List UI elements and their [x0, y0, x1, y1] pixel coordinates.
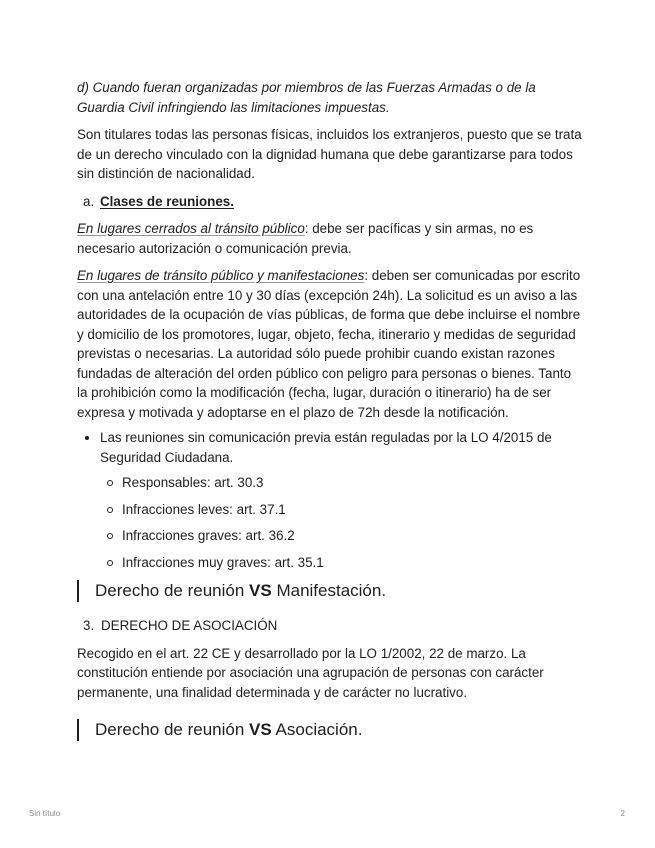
- transito-label: En lugares de tránsito público y manifestaciones: [77, 268, 365, 283]
- asociacion-paragraph: Recogido en el art. 22 CE y desarrollado por la LO 1/2002, 22 de marzo. La constitución entiende por asociación una agrupación de personas con carácter permanente, una finalidad determinada y de carácter no lucrativo.: [77, 645, 544, 700]
- quote-reunion-manifestacion: [77, 580, 582, 602]
- document-body: [77, 78, 582, 741]
- cerrados-text: : debe ser pacíficas y sin armas, no es necesario autorización o comunicación previa.: [77, 221, 534, 256]
- section-3-marker: 3.: [83, 618, 95, 633]
- cerrados-label: En lugares cerrados al tránsito público: [77, 221, 305, 236]
- section-3-heading: [77, 616, 582, 636]
- quote-reunion-asociacion: [77, 719, 582, 741]
- sub-list-item: Infracciones leves: art. 37.1: [100, 500, 582, 520]
- section-a-heading: [77, 192, 582, 212]
- sub-list-item: Infracciones graves: art. 36.2: [100, 526, 582, 546]
- sub-list-item: Responsables: art. 30.3: [100, 473, 582, 493]
- section-3-title: DERECHO DE ASOCIACIÓN: [101, 618, 278, 633]
- bullet-main-text: Las reuniones sin comunicación previa están reguladas por la LO 4/2015 de Seguridad Ciudadana.: [100, 430, 552, 465]
- section-a-marker: a.: [83, 193, 95, 209]
- section-a-title: Clases de reuniones.: [100, 193, 234, 209]
- cerrados-paragraph: [77, 219, 582, 258]
- sub-list-item: Infracciones muy graves: art. 35.1: [100, 553, 582, 573]
- quote-text: Manifestación.: [271, 581, 387, 600]
- transito-text: : deben ser comunicadas por escrito con una antelación entre 10 y 30 días (excepción 24h). La solicitud es un aviso a las autoridades de la ocupación de vías públicas, de forma que debe incluirse el nombre y domicilio de los promotores, lugar, objeto, fecha, itinerario y medidas de seguridad previstas o necesarias. La autoridad sólo puede prohibir cuando existan razones fundadas de alteración del orden público con peligro para personas o bienes. Tanto la prohibición como la modificación (fecha, lugar, duración o itinerario) ha de ser expresa y motivada y adoptarse en el plazo de 72h desde la notificación.: [77, 268, 581, 420]
- quote-text: Derecho de reunión: [95, 581, 250, 600]
- bullet-list: [77, 428, 582, 572]
- quote-vs: VS: [249, 581, 272, 600]
- list-item: [77, 428, 582, 572]
- quote-text: Asociación.: [271, 720, 363, 739]
- footer-page-number: 2: [620, 809, 625, 818]
- sub-list: [100, 473, 582, 572]
- quote-vs: VS: [249, 720, 272, 739]
- transito-paragraph: [77, 266, 582, 422]
- footer-document-title: Sin título: [29, 809, 61, 818]
- quote-text: Derecho de reunión: [95, 720, 250, 739]
- titulares-paragraph: Son titulares todas las personas físicas, incluidos los extranjeros, puesto que se trata de un derecho vinculado con la dignidad humana que debe garantizarse para todos sin distinción de nacionalidad.: [77, 127, 582, 181]
- intro-paragraph: d) Cuando fueran organizadas por miembros de las Fuerzas Armadas o de la Guardia Civil infringiendo las limitaciones impuestas.: [77, 80, 536, 115]
